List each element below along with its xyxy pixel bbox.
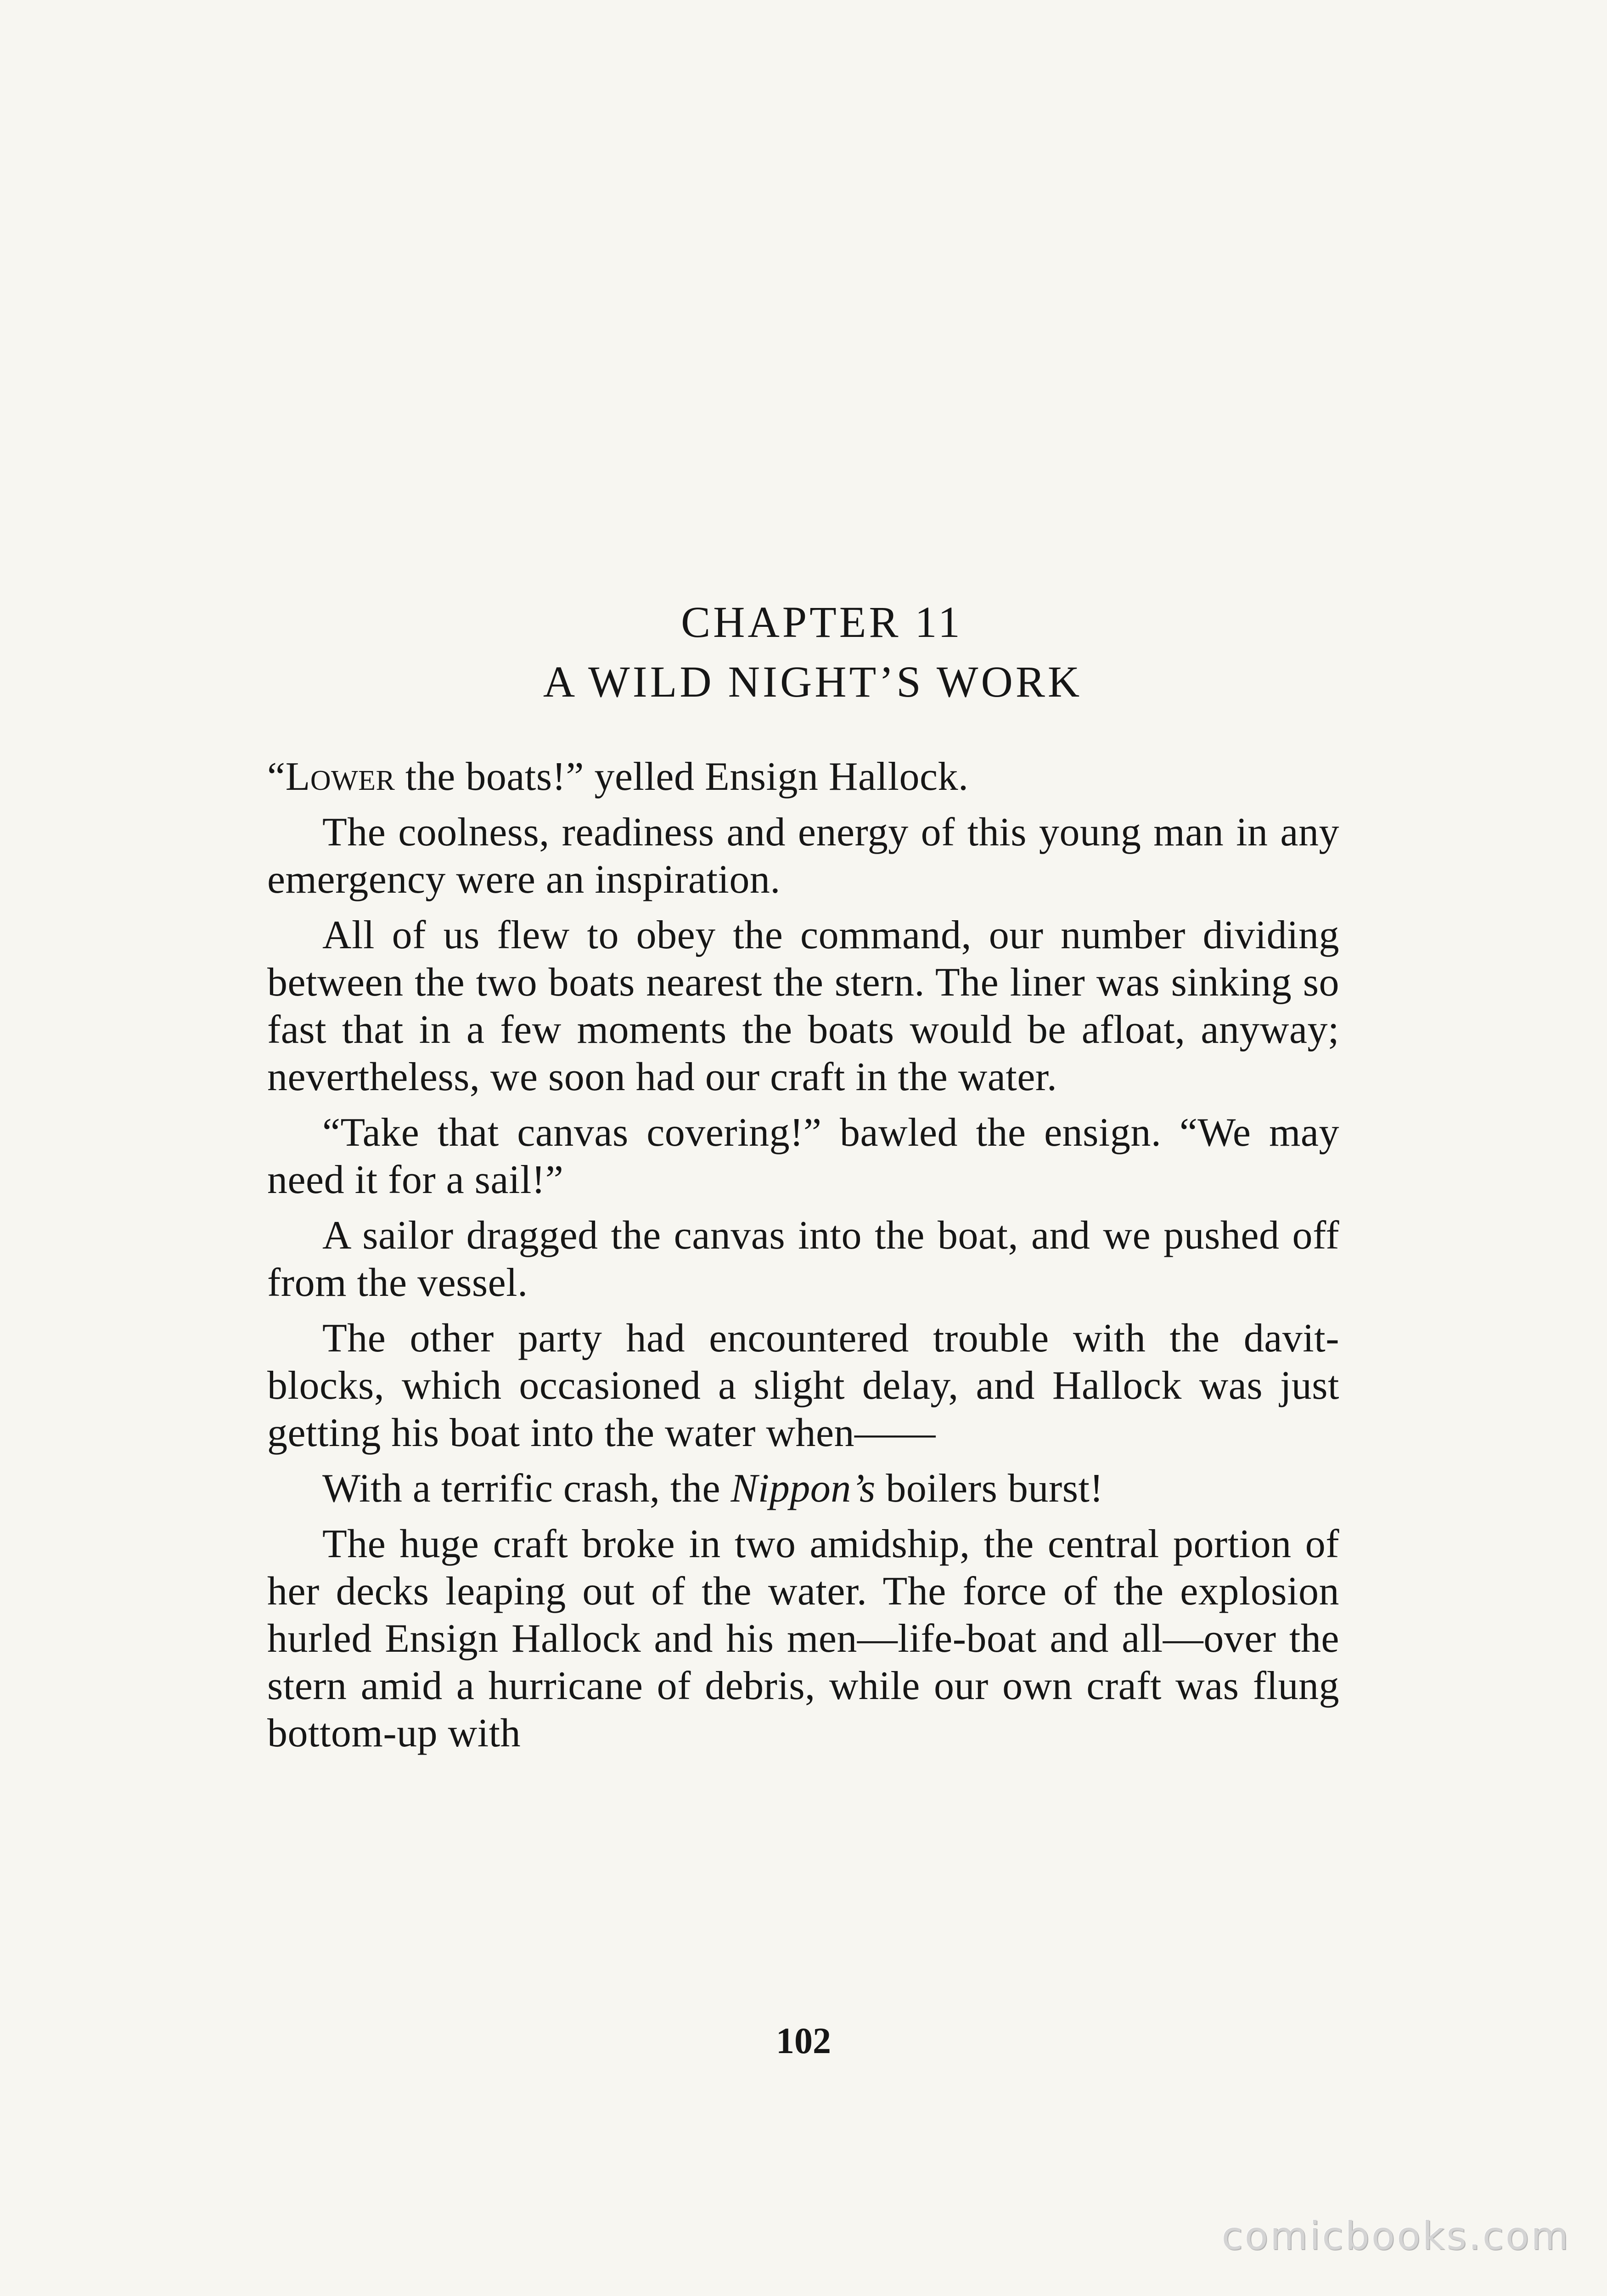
paragraph-7-after: boilers burst! (875, 1466, 1104, 1511)
ship-name: Nippon’s (730, 1466, 876, 1511)
chapter-title: A WILD NIGHT’S WORK (543, 657, 1083, 706)
page-number: 102 (776, 2021, 831, 2061)
paragraph-1-rest: the boats!” yelled Ensign Hallock. (395, 754, 969, 799)
paragraph-7 (267, 1465, 1339, 1512)
paragraph-2: The coolness, readiness and energy of this young man in any emergency were an inspiration. (267, 810, 1339, 902)
paragraph-5: A sailor dragged the canvas into the boat, and we pushed off from the vessel. (267, 1213, 1339, 1305)
opening-quote: “ (267, 754, 286, 799)
paragraph-4: “Take that canvas covering!” bawled the ensign. “We may need it for a sail!” (267, 1110, 1339, 1202)
body-text (267, 753, 1339, 1765)
small-caps-lead: Lower (285, 754, 395, 799)
paragraph-8: The huge craft broke in two amidship, the central portion of her decks leaping out of the water. The force of the explosion hurled Ensign Hallock and his men—life-boat and all—over the stern amid a hurricane of debris, while our own craft was flung bottom-up with (267, 1522, 1339, 1756)
paragraph-1 (267, 753, 1339, 800)
paragraph-3: All of us flew to obey the command, our number dividing between the two boats nearest the stern. The liner was sinking so fast that in a few moments the boats would be afloat, anyway; nevertheless, we soon had our craft in the water. (267, 913, 1339, 1099)
paragraph-6: The other party had encountered trouble with the davit-blocks, which occasioned a slight delay, and Hallock was just getting his boat into the water when—— (267, 1316, 1339, 1455)
watermark: comicbooks.com (1221, 2213, 1570, 2258)
chapter-heading (0, 592, 1607, 712)
paragraph-7-before: With a terrific crash, the (322, 1466, 731, 1511)
chapter-number: CHAPTER 11 (681, 597, 963, 647)
